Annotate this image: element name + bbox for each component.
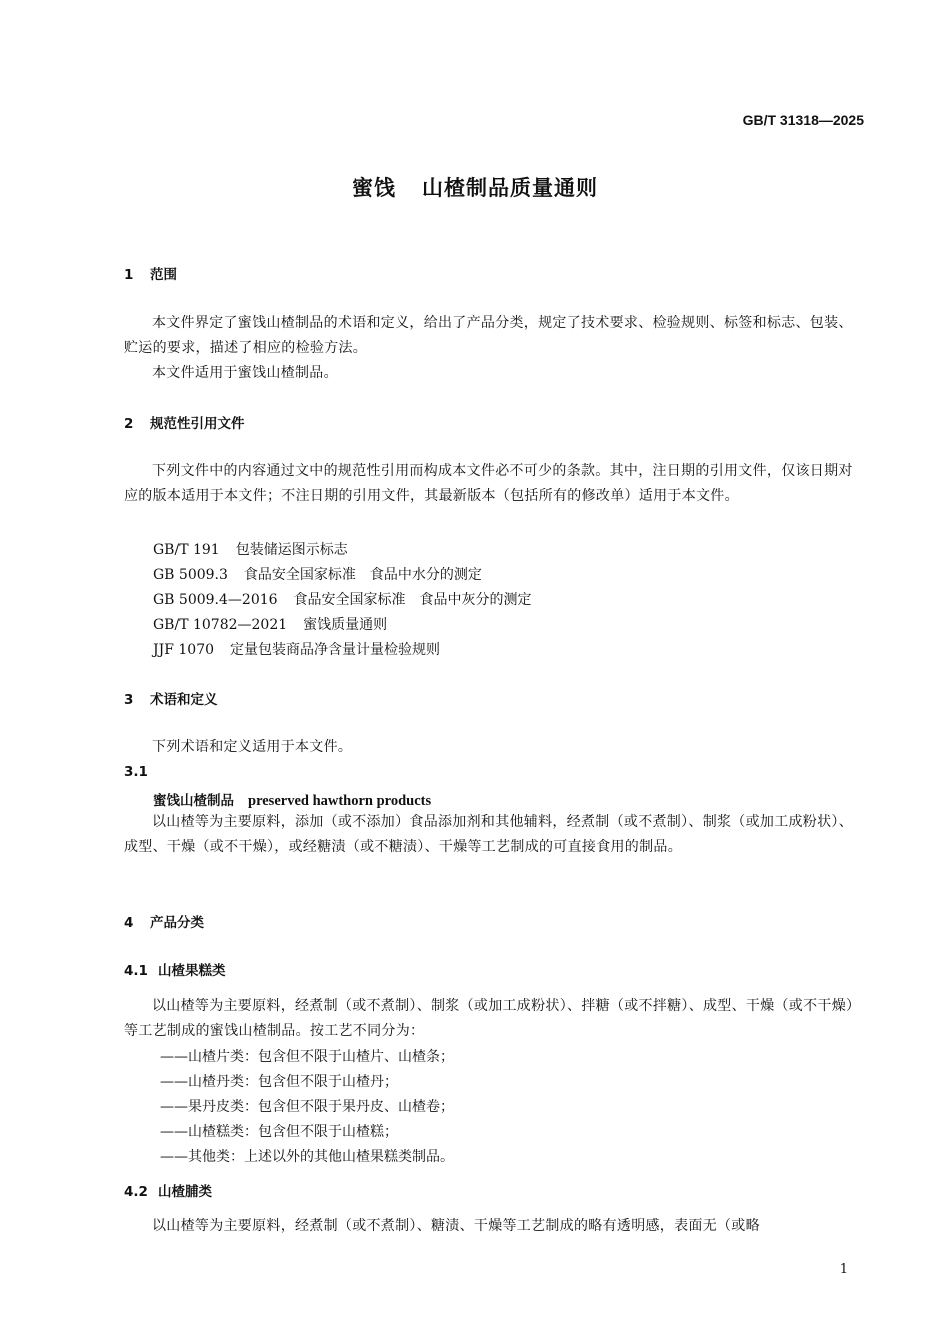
subsection-title: 山楂果糕类 — [158, 963, 226, 979]
section-1-paragraph-1: 本文件界定了蜜饯山楂制品的术语和定义，给出了产品分类，规定了技术要求、检验规则、标签和标志、包装、贮运的要求，描述了相应的检验方法。 — [124, 315, 853, 356]
list-item: ——其他类：上述以外的其他山楂果糕类制品。 — [160, 1149, 454, 1165]
section-3-paragraph: 下列术语和定义适用于本文件。 — [152, 739, 353, 755]
subsection-number: 4.2 — [124, 1184, 148, 1200]
reference-title: 包装储运图示标志 — [235, 542, 348, 558]
reference-title: 定量包装商品净含量计量检验规则 — [230, 642, 441, 658]
list-item: ——果丹皮类：包含但不限于果丹皮、山楂卷； — [160, 1099, 454, 1115]
section-2-paragraph: 下列文件中的内容通过文中的规范性引用而构成本文件必不可少的条款。其中，注日期的引用文件，仅该日期对应的版本适用于本文件；不注日期的引用文件，其最新版本（包括所有的修改单）适用于本文件。 — [124, 463, 853, 504]
subsection-4-2-heading — [124, 1180, 212, 1200]
reference-item — [153, 539, 348, 559]
document-title — [0, 172, 950, 202]
section-title: 产品分类 — [150, 915, 204, 931]
term-english: preserved hawthorn products — [248, 793, 432, 809]
section-number: 1 — [124, 267, 134, 283]
section-1-heading — [124, 263, 177, 283]
section-title: 规范性引用文件 — [150, 416, 245, 432]
term-entry — [153, 789, 431, 810]
list-item: ——山楂片类：包含但不限于山楂片、山楂条； — [160, 1049, 454, 1065]
subsection-4-2-paragraph: 以山楂等为主要原料，经煮制（或不煮制）、糖渍、干燥等工艺制成的略有透明感，表面无（或略 — [152, 1218, 760, 1234]
subsection-4-1-heading — [124, 959, 226, 979]
reference-code: JJF 1070 — [153, 642, 215, 658]
section-3-heading — [124, 688, 218, 708]
reference-title: 食品安全国家标准 食品中水分的测定 — [243, 567, 482, 583]
term-number: 3.1 — [124, 764, 148, 780]
section-1-paragraph-2: 本文件适用于蜜饯山楂制品。 — [152, 365, 338, 381]
section-number: 3 — [124, 692, 134, 708]
title-part-1: 蜜饯 — [352, 176, 396, 200]
title-part-2: 山楂制品质量通则 — [422, 176, 598, 200]
section-2-heading — [124, 412, 245, 432]
reference-code: GB 5009.3 — [153, 567, 228, 583]
subsection-number: 4.1 — [124, 963, 148, 979]
term-definition: 以山楂等为主要原料，添加（或不添加）食品添加剂和其他辅料，经煮制（或不煮制）、制浆（或加工成粉状）、成型、干燥（或不干燥），或经糖渍（或不糖渍）、干燥等工艺制成的可直接食用的制品。 — [124, 814, 853, 855]
reference-item — [153, 614, 387, 634]
reference-code: GB/T 191 — [153, 542, 220, 558]
reference-code: GB/T 10782—2021 — [153, 617, 288, 633]
list-item: ——山楂丹类：包含但不限于山楂丹； — [160, 1074, 398, 1090]
reference-item — [153, 639, 440, 659]
section-4-heading — [124, 911, 204, 931]
reference-title: 食品安全国家标准 食品中灰分的测定 — [293, 592, 532, 608]
reference-title: 蜜饯质量通则 — [303, 617, 388, 633]
reference-code: GB 5009.4—2016 — [153, 592, 278, 608]
reference-item — [153, 589, 532, 609]
section-title: 范围 — [150, 267, 177, 283]
subsection-4-1-paragraph: 以山楂等为主要原料，经煮制（或不煮制）、制浆（或加工成粉状）、拌糖（或不拌糖）、成型、干燥（或不干燥）等工艺制成的蜜饯山楂制品。按工艺不同分为： — [124, 998, 861, 1039]
standard-number: GB/T 31318—2025 — [742, 112, 864, 128]
section-number: 4 — [124, 915, 134, 931]
term-chinese: 蜜饯山楂制品 — [153, 793, 234, 809]
subsection-title: 山楂脯类 — [158, 1184, 212, 1200]
section-title: 术语和定义 — [150, 692, 218, 708]
page-number: 1 — [839, 1262, 848, 1277]
reference-item — [153, 564, 482, 584]
section-number: 2 — [124, 416, 134, 432]
list-item: ——山楂糕类：包含但不限于山楂糕； — [160, 1124, 398, 1140]
